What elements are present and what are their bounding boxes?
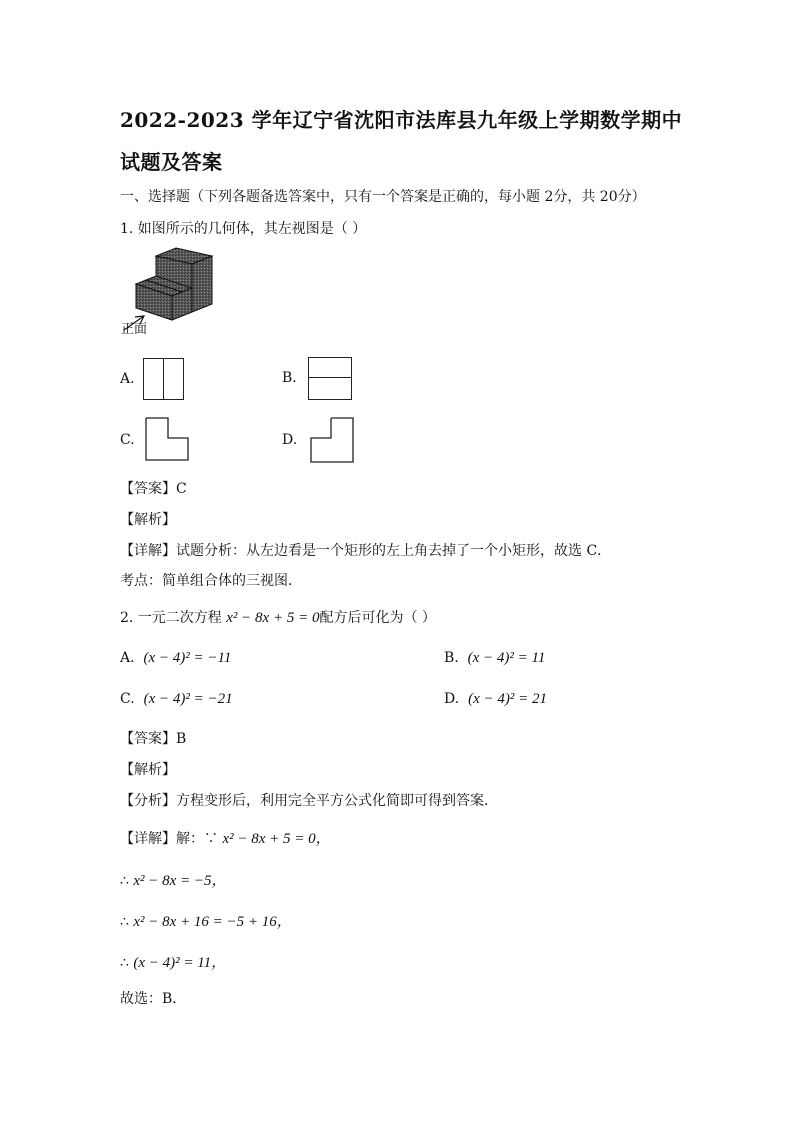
doc-title-line1: 2022-2023 学年辽宁省沈阳市法库县九年级上学期数学期中 (120, 108, 683, 132)
q1-option-c-figure (144, 416, 190, 462)
q2-stem-prefix: 2. 一元二次方程 (120, 610, 227, 626)
q2-step3: x² − 8x + 16 = −5 + 16， (133, 914, 292, 930)
q2-step2-line (120, 869, 227, 890)
q2-option-c-label: C. (120, 691, 135, 707)
q2-option-b (444, 650, 545, 667)
q2-step2: x² − 8x = −5， (133, 873, 227, 889)
q1-option-c-label: C. (120, 432, 135, 448)
section-heading: 一、选择题（下列各题备选答案中，只有一个答案是正确的，每小题 2分，共 20分） (120, 189, 646, 205)
q2-stem-equation: x² − 8x + 5 = 0 (226, 610, 320, 626)
q1-detail: 【详解】试题分析：从左边看是一个矩形的左上角去掉了一个小矩形，故选 C． (120, 543, 612, 559)
therefore-symbol: ∴ (120, 955, 129, 971)
q2-detail-line (120, 827, 331, 848)
therefore-symbol: ∴ (120, 873, 129, 889)
q1-option-b-label: B. (282, 370, 297, 386)
q2-fenxi: 【分析】方程变形后，利用完全平方公式化简即可得到答案． (120, 793, 498, 809)
q2-option-c (120, 691, 233, 708)
q2-option-b-equation: (x − 4)² = 11 (467, 650, 546, 666)
q2-option-c-equation: (x − 4)² = −21 (143, 691, 233, 707)
q1-analysis: 【解析】 (120, 512, 176, 528)
q2-option-a-equation: (x − 4)² = −11 (143, 650, 232, 666)
q2-option-d-label: D. (444, 691, 460, 707)
figure-label-front: 正面 (121, 322, 148, 337)
q1-stem: 1. 如图所示的几何体，其左视图是（ ） (120, 221, 367, 237)
q1-option-a-label: A. (120, 371, 135, 387)
q2-stem-suffix: 配方后可化为（ ） (319, 610, 436, 626)
q2-option-b-label: B. (444, 650, 459, 666)
q2-option-a-label: A. (120, 650, 135, 666)
because-symbol: ∵ (204, 831, 218, 847)
therefore-symbol: ∴ (120, 914, 129, 930)
q2-detail-prefix: 【详解】解： (120, 831, 204, 847)
q2-answer: 【答案】B (120, 731, 187, 747)
q1-answer: 【答案】C (120, 481, 187, 497)
q1-option-d-label: D. (282, 432, 298, 448)
q2-option-d (444, 691, 547, 708)
q2-stem (120, 607, 436, 627)
q2-analysis: 【解析】 (120, 762, 176, 778)
q2-option-d-equation: (x − 4)² = 21 (468, 691, 547, 707)
q2-step4: (x − 4)² = 11， (133, 955, 227, 971)
q2-step3-line (120, 910, 292, 931)
q1-option-d-figure (309, 416, 355, 464)
doc-title-line2: 试题及答案 (120, 150, 223, 174)
q1-note: 考点：简单组合体的三视图． (120, 573, 302, 589)
q2-step1: x² − 8x + 5 = 0， (222, 831, 331, 847)
q2-option-a (120, 650, 231, 667)
q2-step4-line (120, 951, 226, 972)
q2-conclusion: 故选：B． (120, 991, 187, 1007)
